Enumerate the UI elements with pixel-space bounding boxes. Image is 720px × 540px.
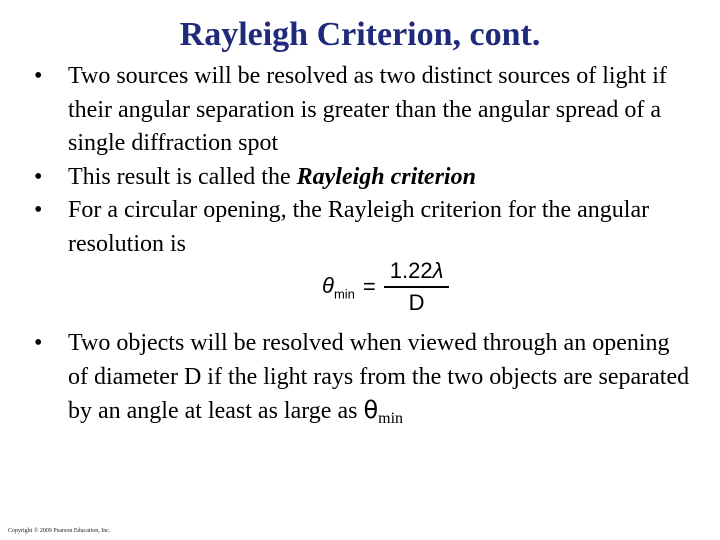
bullet-item-two-objects bbox=[34, 327, 694, 431]
bullet-text: This result is called the bbox=[68, 163, 297, 190]
theta-symbol: θ bbox=[322, 272, 334, 298]
numerator-number: 1.22 bbox=[389, 258, 433, 283]
formula-lhs bbox=[322, 273, 355, 301]
bullet-text: Two objects will be resolved when viewed through an opening of diameter D if the light rays from the two objects are separated by an angle at least as large as bbox=[68, 330, 690, 424]
theta-symbol: θ bbox=[363, 396, 379, 424]
theta-min bbox=[363, 396, 404, 427]
bullet-dot: • bbox=[34, 197, 43, 223]
formula-subscript: min bbox=[333, 285, 355, 301]
formula-fraction bbox=[384, 258, 450, 316]
bullet-text: For a circular opening, the Rayleigh criterion for the angular resolution is bbox=[68, 197, 650, 257]
slide-title: Rayleigh Criterion, cont. bbox=[179, 16, 541, 53]
copyright-notice: Copyright © 2009 Pearson Education, Inc. bbox=[8, 528, 111, 534]
emphasis-text: Rayleigh criterion bbox=[296, 163, 476, 190]
fraction-numerator bbox=[384, 258, 450, 286]
theta-subscript: min bbox=[378, 410, 404, 427]
bullet-dot: • bbox=[34, 63, 43, 89]
bullet-item-rayleigh-criterion bbox=[34, 161, 694, 195]
bullet-text: Two sources will be resolved as two distinct sources of light if their angular separation is greater than the angular spread of a single diffraction spot bbox=[68, 63, 667, 156]
bullet-list bbox=[34, 60, 694, 261]
bullet-item-circular-opening bbox=[34, 194, 694, 261]
bullet-dot: • bbox=[34, 330, 43, 356]
bullet-dot: • bbox=[34, 163, 43, 190]
equals-sign: = bbox=[362, 273, 376, 299]
bullet-list-2 bbox=[34, 327, 694, 431]
rayleigh-formula bbox=[322, 258, 449, 316]
fraction-denominator: D bbox=[408, 289, 425, 315]
lambda-symbol: λ bbox=[432, 258, 444, 283]
bullet-item-resolved-sources bbox=[34, 60, 694, 161]
